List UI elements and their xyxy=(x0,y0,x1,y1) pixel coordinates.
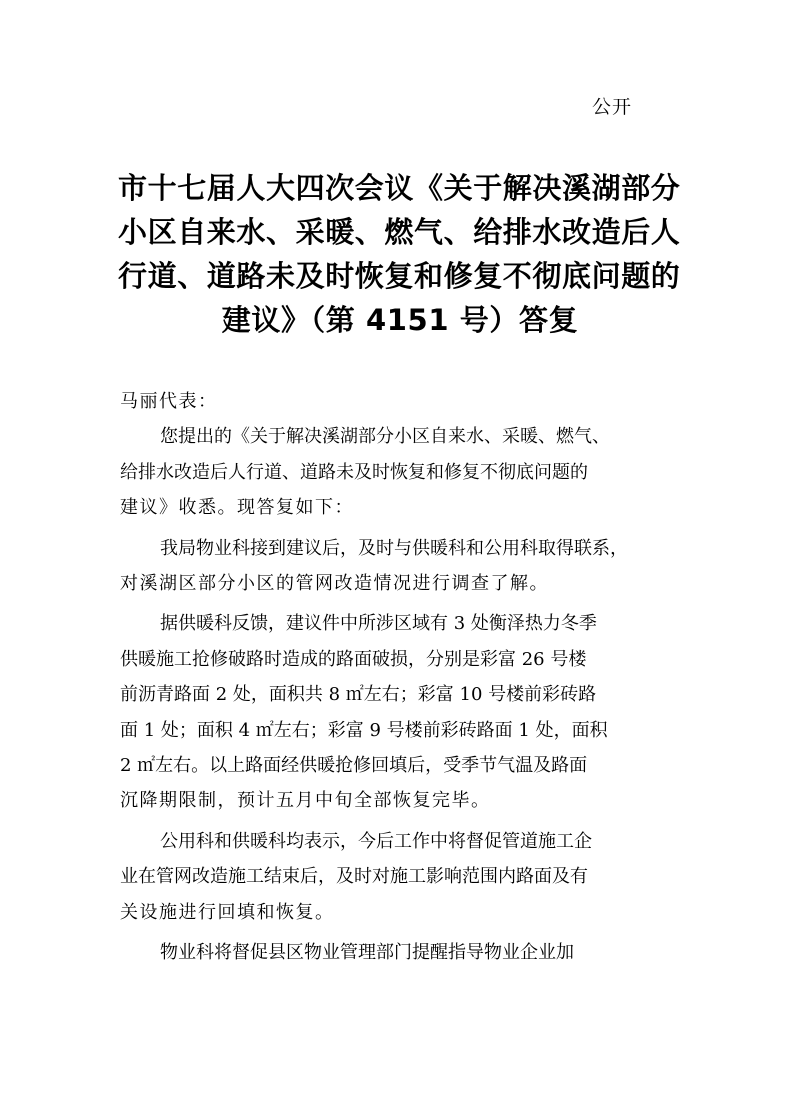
paragraph-line: 给排水改造后人行道、道路未及时恢复和修复不彻底问题的 xyxy=(120,461,588,483)
paragraph-line: 据供暖科反馈，建议件中所涉区域有 3 处衡泽热力冬季 xyxy=(160,613,597,635)
paragraph-acknowledgement xyxy=(120,419,680,525)
title-line: 小区自来水、采暖、燃气、给排水改造后人 xyxy=(118,215,681,249)
paragraph-heating-feedback xyxy=(120,606,680,818)
paragraph-line: 您提出的《关于解决溪湖部分小区自来水、采暖、燃气、 xyxy=(160,426,610,448)
title-line: 建议》（第 4151 号）答复 xyxy=(221,303,579,337)
paragraph-line: 2 ㎡左右。以上路面经供暖抢修回填后，受季节气温及路面 xyxy=(120,755,588,777)
paragraph-line: 供暖施工抢修破路时造成的路面破损，分别是彩富 26 号楼 xyxy=(120,648,587,670)
title-line: 行道、道路未及时恢复和修复不彻底问题的 xyxy=(118,259,681,293)
title-line: 市十七届人大四次会议《关于解决溪湖部分 xyxy=(118,171,681,205)
paragraph-line: 物业科将督促县区物业管理部门提醒指导物业企业加 xyxy=(160,942,574,964)
paragraph-line: 业在管网改造施工结束后，及时对施工影响范围内路面及有 xyxy=(120,866,588,888)
paragraph-line: 我局物业科接到建议后，及时与供暖科和公用科取得联系， xyxy=(160,537,628,559)
classification-label: 公开 xyxy=(592,96,633,118)
salutation: 马丽代表： xyxy=(120,391,218,412)
paragraph-line: 公用科和供暖科均表示，今后工作中将督促管道施工企 xyxy=(160,830,592,852)
paragraph-property-management xyxy=(120,935,680,970)
paragraph-line: 面 1 处；面积 4 ㎡左右；彩富 9 号楼前彩砖路面 1 处，面积 xyxy=(120,719,608,741)
paragraph-line: 关设施进行回填和恢复。 xyxy=(120,901,335,923)
paragraph-line: 建议》收悉。现答复如下： xyxy=(120,497,354,519)
document-title xyxy=(118,166,682,342)
paragraph-contact xyxy=(120,531,680,602)
paragraph-line: 对溪湖区部分小区的管网改造情况进行调查了解。 xyxy=(120,573,549,595)
document-body xyxy=(120,384,680,971)
paragraph-public-utilities xyxy=(120,824,680,930)
paragraph-line: 前沥青路面 2 处，面积共 8 ㎡左右；彩富 10 号楼前彩砖路 xyxy=(120,684,597,706)
paragraph-line: 沉降期限制，预计五月中旬全部恢复完毕。 xyxy=(120,790,491,812)
